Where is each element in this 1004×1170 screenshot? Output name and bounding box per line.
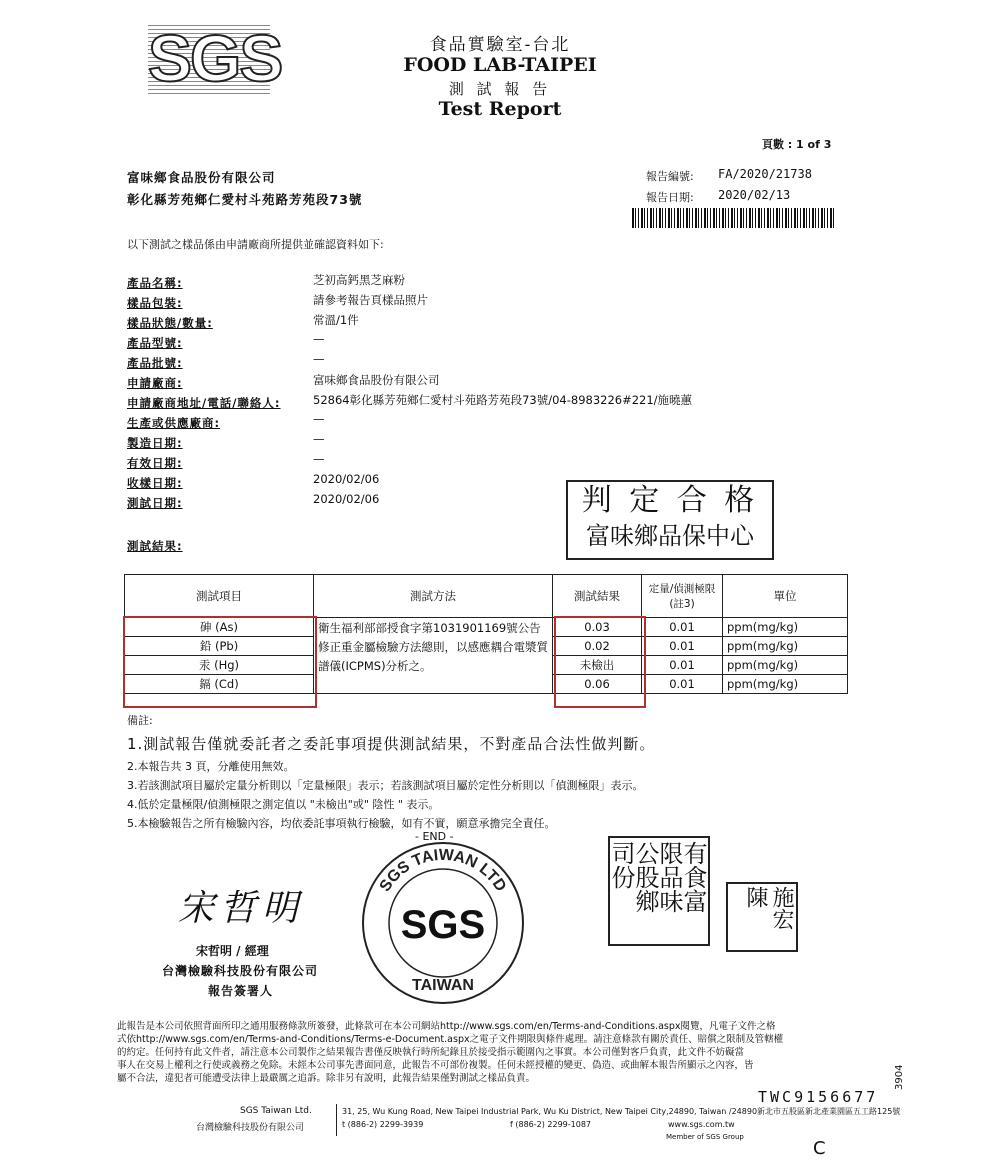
note-3: 3.若該測試項目屬於定量分析則以「定量極限」表示；若該測試項目屬於定性分析則以「偵測極限」表示。 [127, 779, 644, 792]
footer-member: Member of SGS Group [666, 1133, 744, 1141]
field-label: 收樣日期: [127, 476, 183, 490]
signatory-role: 報告簽署人 [208, 984, 274, 998]
field-row [127, 372, 440, 392]
row-limit: 0.01 [642, 675, 723, 694]
pass-stamp-line1: 判 定 合 格 [581, 483, 759, 518]
field-value: — [313, 452, 325, 466]
field-row [127, 292, 428, 312]
lab-title-en: FOOD LAB-TAIPEI [403, 54, 597, 76]
note-5: 5.本檢驗報告之所有檢驗內容，均依委託事項執行檢驗，如有不實，願意承擔完全責任。 [127, 817, 556, 830]
header-limit: 定量/偵測極限(註3) [642, 575, 723, 618]
row-item: 鉛 (Pb) [125, 637, 314, 656]
note-1: 1.測試報告僅就委託者之委託事項提供測試結果，不對產品合法性做判斷。 [127, 735, 656, 753]
field-value: 請參考報告頁樣品照片 [313, 293, 428, 307]
field-row [127, 432, 325, 452]
report-date-label: 報告日期: [646, 191, 694, 204]
signatory-title: 宋哲明 / 經理 [196, 944, 269, 958]
report-date-value: 2020/02/13 [718, 188, 791, 202]
footer-divider [336, 1104, 337, 1136]
signatory-company: 台灣檢驗科技股份有限公司 [162, 964, 319, 978]
field-label: 生產或供應廠商: [127, 416, 221, 430]
barcode [632, 208, 836, 228]
client-address: 彰化縣芳苑鄉仁愛村斗苑路芳苑段73號 [127, 192, 363, 207]
field-label: 產品批號: [127, 356, 183, 370]
footer-disclaimer [117, 1020, 887, 1085]
row-unit: ppm(mg/kg) [723, 637, 848, 656]
field-row [127, 332, 325, 352]
row-result: 0.06 [553, 675, 642, 694]
method-text: 衛生福利部部授食字第1031901169號公告修正重金屬檢驗方法總則，以感應耦合電漿質譜儀(ICPMS)分析之。 [314, 618, 553, 694]
footer-company-cn: 台灣檢驗科技股份有限公司 [196, 1123, 305, 1133]
lab-title-cn: 食品實驗室-台北 [429, 35, 571, 55]
field-row [127, 352, 325, 372]
field-label: 樣品狀態/數量: [127, 316, 213, 330]
report-title-en: Test Report [438, 98, 562, 120]
disclaimer-line: 的約定。任何持有此文件者，請注意本公司製作之結果報告書僅反映執行時所紀錄且於接受指示範圍內之事實。本公司僅對客戶負責，此文件不妨礙當 [117, 1047, 745, 1058]
row-item: 鎘 (Cd) [125, 675, 314, 694]
company-stamp [608, 836, 710, 946]
disclaimer-line: 事人在交易上權利之行使或義務之免除。未經本公司事先書面同意，此報告不可部份複製。任何未經授權的變更、偽造、或曲解本報告所顯示之內容，皆 [117, 1060, 754, 1071]
seal-bottom: TAIWAN [412, 977, 474, 994]
field-value: 52864彰化縣芳苑鄉仁愛村斗苑路芳苑段73號/04-8983226#221/施曉蕙 [313, 393, 693, 407]
intro-text: 以下測試之樣品係由申請廠商所提供並確認資料如下: [127, 238, 384, 251]
header-unit: 單位 [723, 575, 848, 618]
field-label: 製造日期: [127, 436, 183, 450]
field-row [127, 392, 693, 412]
document-code: TWC9156677 [758, 1088, 879, 1106]
footer-letter: C [813, 1138, 826, 1159]
report-title-cn: 測 試 報 告 [448, 80, 552, 98]
company-stamp-col: 限品味 [655, 841, 683, 913]
field-value: 富味鄉食品股份有限公司 [313, 373, 440, 387]
side-number: 3904 [894, 1064, 905, 1090]
header-item: 測試項目 [125, 575, 314, 618]
table-header-row [125, 575, 848, 618]
field-label: 產品名稱: [127, 276, 183, 290]
field-value: 芝初高鈣黑芝麻粉 [313, 273, 405, 287]
field-row [127, 312, 359, 332]
footer-company-en: SGS Taiwan Ltd. [240, 1106, 312, 1116]
field-label: 產品型號: [127, 336, 183, 350]
client-name: 富味鄉食品股份有限公司 [127, 170, 276, 185]
row-limit: 0.01 [642, 618, 723, 637]
company-stamp-col: 司份 [607, 841, 635, 889]
row-result: 0.03 [553, 618, 642, 637]
field-label: 申請廠商地址/電話/聯絡人: [127, 396, 281, 410]
person-stamp: 施宏陳 [726, 882, 798, 952]
row-item: 汞 (Hg) [125, 656, 314, 675]
note-4: 4.低於定量極限/偵測極限之測定值以 "未檢出"或" 陰性 " 表示。 [127, 798, 440, 811]
sgs-seal [358, 838, 528, 1008]
field-label: 申請廠商: [127, 376, 183, 390]
field-value: 2020/02/06 [313, 472, 380, 486]
field-value: — [313, 432, 325, 446]
field-row [127, 452, 325, 472]
field-row [127, 492, 380, 512]
field-value: 2020/02/06 [313, 492, 380, 506]
field-row [127, 472, 380, 492]
field-row [127, 412, 325, 432]
field-value: — [313, 352, 325, 366]
footer-fax: f (886-2) 2299-1087 [510, 1120, 591, 1129]
disclaimer-line: 屬不合法，違犯者可能遭受法律上最嚴厲之追訴。除非另有說明，此報告結果僅對測試之樣品負責。 [117, 1073, 536, 1084]
row-result: 未檢出 [553, 656, 642, 675]
header-result: 測試結果 [553, 575, 642, 618]
note-2: 2.本報告共 3 頁，分離使用無效。 [127, 760, 295, 773]
field-label: 有效日期: [127, 456, 183, 470]
company-stamp-col: 有食富 [679, 841, 707, 913]
row-unit: ppm(mg/kg) [723, 675, 848, 694]
signature: 宋哲明 [178, 888, 305, 929]
footer-web: www.sgs.com.tw [668, 1120, 735, 1129]
company-stamp-col: 公股鄉 [631, 841, 659, 913]
highlight-items [123, 616, 317, 708]
row-limit: 0.01 [642, 656, 723, 675]
result-label: 測試結果: [127, 539, 183, 553]
footer-address: 31, 25, Wu Kung Road, New Taipei Industrial Park, Wu Ku District, New Taipei City,24890, Taiwan /24890新北市五股區新北產業園區五工路125號 [342, 1107, 901, 1116]
header-method: 測試方法 [314, 575, 553, 618]
page-indicator: 頁數 : 1 of 3 [762, 138, 832, 151]
report-no-value: FA/2020/21738 [718, 167, 812, 181]
seal-ring-text: SGS TAIWAN LTD [376, 846, 510, 895]
report-no-label: 報告編號: [646, 170, 694, 183]
end-mark: - END - [415, 830, 454, 843]
row-unit: ppm(mg/kg) [723, 656, 848, 675]
footer-tel: t (886-2) 2299-3939 [342, 1120, 424, 1129]
row-unit: ppm(mg/kg) [723, 618, 848, 637]
row-limit: 0.01 [642, 637, 723, 656]
field-label: 測試日期: [127, 496, 183, 510]
field-row [127, 272, 405, 292]
disclaimer-line: 式依http://www.sgs.com/en/Terms-and-Conditions/Terms-e-Document.aspx之電子文件期限與條件處理。請注意條款有關於責任、賠償之限制及管轄權 [117, 1034, 784, 1045]
row-result: 0.02 [553, 637, 642, 656]
logo-text: SGS [148, 21, 282, 95]
seal-center: SGS [400, 903, 486, 947]
notes-title: 備註: [127, 714, 153, 727]
highlight-results [554, 616, 646, 708]
field-value: — [313, 412, 325, 426]
sgs-logo [148, 21, 282, 95]
pass-stamp-line2: 富味鄉品保中心 [586, 522, 754, 550]
field-value: 常溫/1件 [313, 313, 359, 327]
row-item: 砷 (As) [125, 618, 314, 637]
field-value: — [313, 332, 325, 346]
disclaimer-line: 此報告是本公司依照背面所印之通用服務條款所簽發，此條款可在本公司網站http://www.sgs.com/en/Terms-and-Conditions.aspx閱覽，凡電子文件之格 [117, 1021, 776, 1032]
pass-stamp [566, 480, 774, 560]
field-label: 樣品包裝: [127, 296, 183, 310]
